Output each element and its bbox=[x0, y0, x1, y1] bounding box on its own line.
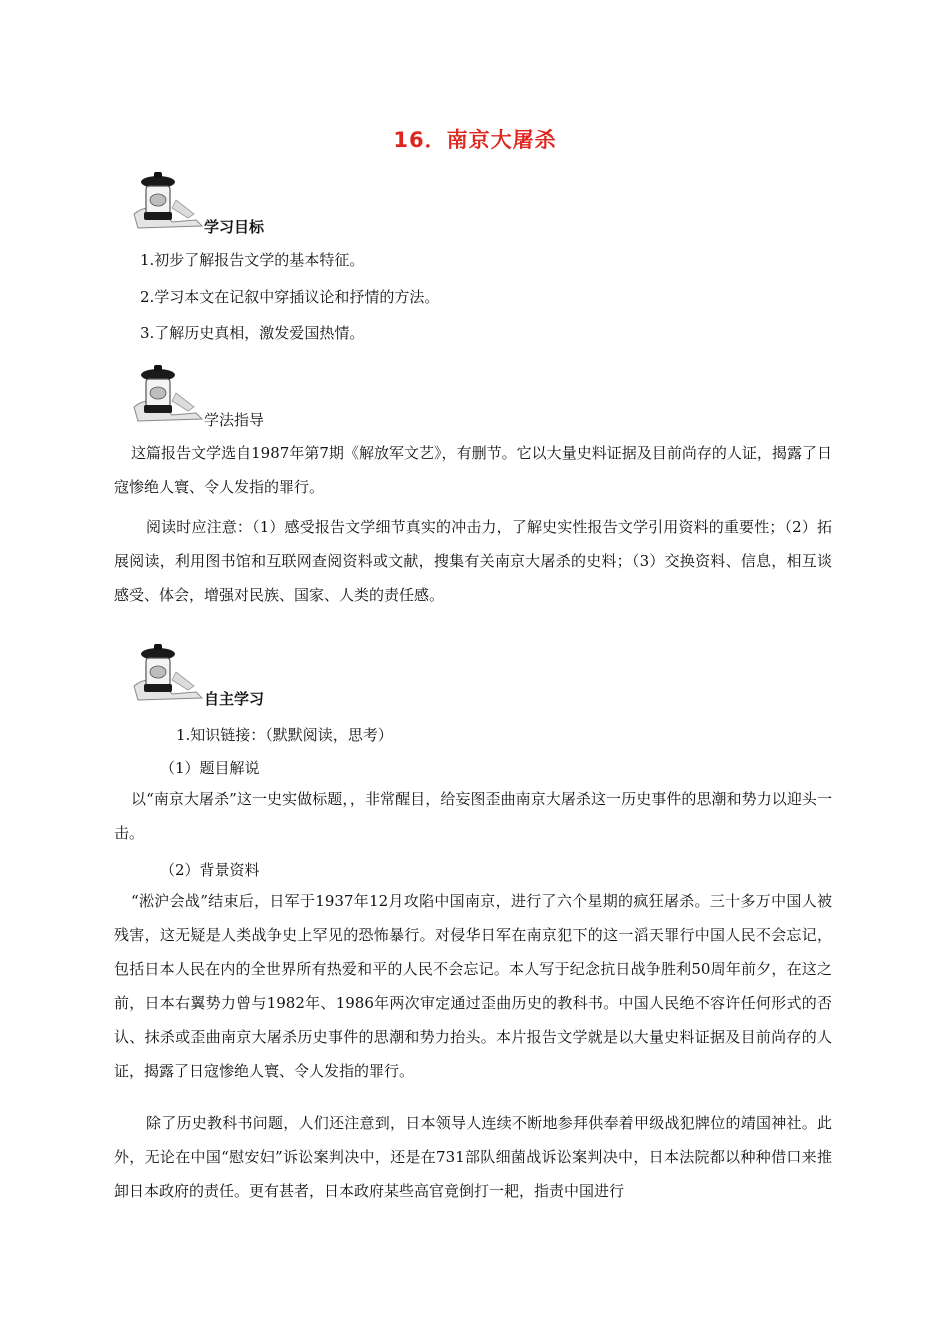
knowledge-link: 1.知识链接：（默默阅读，思考） bbox=[176, 726, 393, 744]
self-paragraph: 以“南京大屠杀”这一史实做标题，，非常醒目，给妄图歪曲南京大屠杀这一历史事件的思潮和势力以迎头一击。 bbox=[114, 790, 832, 842]
section-self-label: 自主学习 bbox=[204, 690, 265, 708]
section-goals-label: 学习目标 bbox=[204, 218, 265, 236]
self-paragraph: 除了历史教科书问题，人们还注意到，日本领导人连续不断地参拜供奉着甲级战犯牌位的靖国神社。此外，无论在中国“慰安妇”诉讼案判决中，还是在731部队细菌战诉讼案判决中，日本法院都以种种借口来推卸日本政府的责任。更有甚者，日本政府某些高官竟倒打一耙，指责中国进行 bbox=[114, 1114, 832, 1200]
subheading: （1）题目解说 bbox=[160, 759, 260, 777]
method-paragraph: 这篇报告文学选自1987年第7期《解放军文艺》，有删节。它以大量史料证据及目前尚存的人证，揭露了日寇惨绝人寰、令人发指的罪行。 bbox=[114, 444, 832, 496]
goal-item: 1.初步了解报告文学的基本特征。 bbox=[140, 251, 365, 269]
goal-item: 2.学习本文在记叙中穿插议论和抒情的方法。 bbox=[140, 288, 440, 306]
method-paragraph: 阅读时应注意：（1）感受报告文学细节真实的冲击力，了解史实性报告文学引用资料的重要性；（2）拓展阅读，利用图书馆和互联网查阅资料或文献，搜集有关南京大屠杀的史料；（3）交换资料、信息，相互谈感受、体会，增强对民族、国家、人类的责任感。 bbox=[114, 518, 832, 604]
lantern-icon bbox=[132, 170, 204, 234]
section-method-label: 学法指导 bbox=[204, 411, 265, 429]
goal-item: 3.了解历史真相，激发爱国热情。 bbox=[140, 324, 365, 342]
page-title: 16．南京大屠杀 bbox=[393, 128, 557, 152]
lantern-icon bbox=[132, 363, 204, 427]
self-paragraph: “淞沪会战”结束后，日军于1937年12月攻陷中国南京，进行了六个星期的疯狂屠杀。三十多万中国人被残害，这无疑是人类战争史上罕见的恐怖暴行。对侵华日军在南京犯下的这一滔天罪行中国人民不会忘记，包括日本人民在内的全世界所有热爱和平的人民不会忘记。本人写于纪念抗日战争胜利50周年前夕，在这之前，日本右翼势力曾与1982年、1986年两次审定通过歪曲历史的教科书。中国人民绝不容许任何形式的否认、抹杀或歪曲南京大屠杀历史事件的思潮和势力抬头。本片报告文学就是以大量史料证据及目前尚存的人证，揭露了日寇惨绝人寰、令人发指的罪行。 bbox=[114, 892, 832, 1080]
lantern-icon bbox=[132, 642, 204, 706]
subheading: （2）背景资料 bbox=[160, 861, 260, 879]
